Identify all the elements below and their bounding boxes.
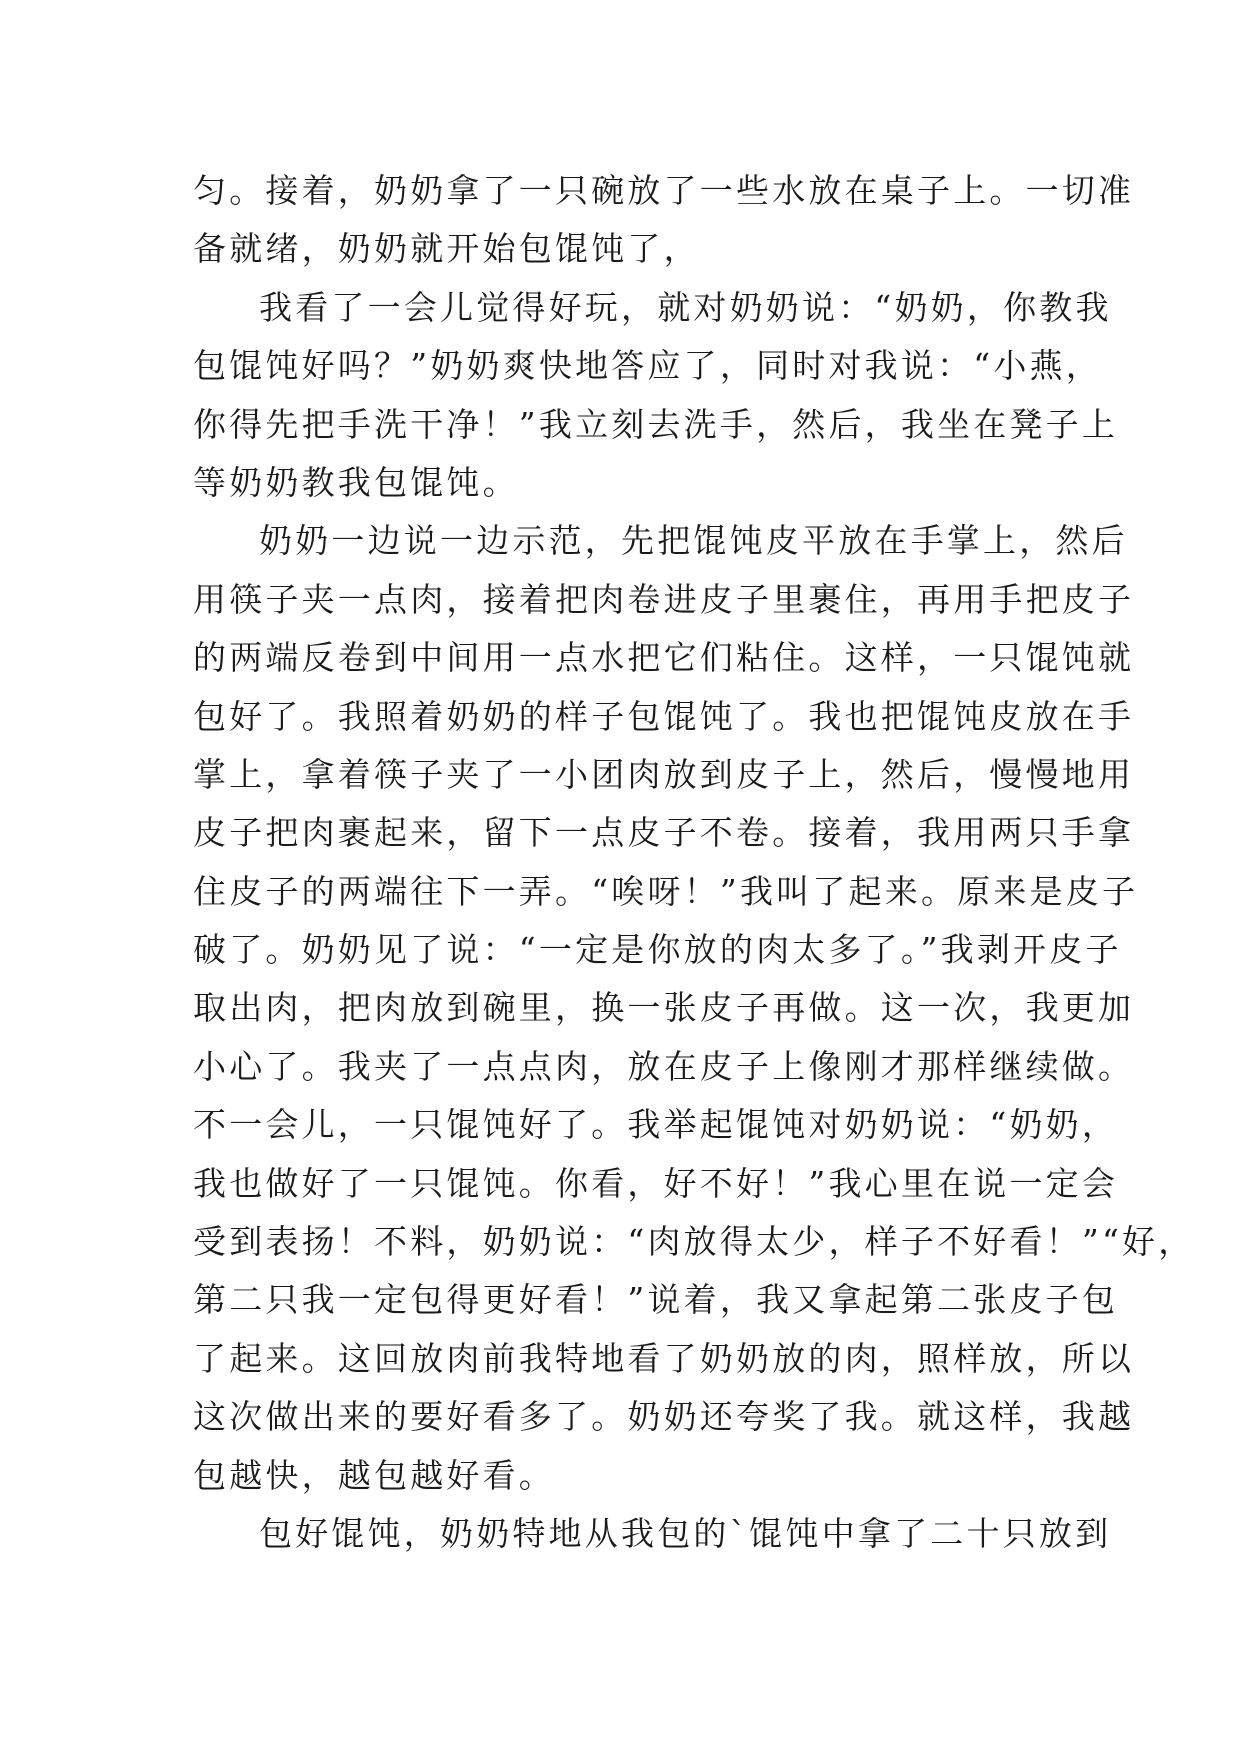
paragraph-first-line: 奶奶一边说一边示范，先把馄饨皮平放在手掌上，然后	[259, 521, 1128, 561]
text-line: 第二只我一定包得更好看！”说着，我又拿起第二张皮子包	[193, 1280, 1119, 1320]
text-line: 了起来。这回放肉前我特地看了奶奶放的肉，照样放，所以	[193, 1338, 1135, 1378]
text-line: 匀。接着，奶奶拿了一只碗放了一些水放在桌子上。一切准	[193, 171, 1135, 210]
text-line: 受到表扬！不料，奶奶说：“肉放得太少，样子不好看！”“好，	[193, 1222, 1195, 1262]
text-line: 备就绪，奶奶就开始包馄饨了，	[193, 229, 700, 269]
text-line: 等奶奶教我包馄饨。	[193, 462, 519, 502]
text-line: 皮子把肉裹起来，留下一点皮子不卷。接着，我用两只手拿	[193, 813, 1135, 853]
text-line: 包馄饨好吗？”奶奶爽快地答应了，同时对我说：“小燕，	[193, 346, 1102, 386]
paragraph-first-line: 我看了一会儿觉得好玩，就对奶奶说：“奶奶，你教我	[259, 287, 1112, 327]
text-line: 包好了。我照着奶奶的样子包馄饨了。我也把馄饨皮放在手	[193, 696, 1135, 736]
text-line: 你得先把手洗干净！”我立刻去洗手，然后，我坐在凳子上	[193, 404, 1119, 444]
text-line: 包越快，越包越好看。	[193, 1455, 555, 1495]
text-line: 破了。奶奶见了说：“一定是你放的肉太多了。”我剥开皮子	[193, 930, 1122, 970]
text-line: 我也做好了一只馄饨。你看，好不好！”我心里在说一定会	[193, 1163, 1119, 1203]
text-line: 小心了。我夹了一点点肉，放在皮子上像刚才那样继续做。	[193, 1046, 1135, 1086]
document-text	[193, 162, 1195, 1563]
text-line: 不一会儿，一只馄饨好了。我举起馄饨对奶奶说：“奶奶，	[193, 1105, 1119, 1145]
text-line: 的两端反卷到中间用一点水把它们粘住。这样，一只馄饨就	[193, 638, 1135, 678]
text-line: 掌上，拿着筷子夹了一小团肉放到皮子上，然后，慢慢地用	[193, 754, 1135, 794]
text-line: 取出肉，把肉放到碗里，换一张皮子再做。这一次，我更加	[193, 988, 1135, 1028]
text-line: 用筷子夹一点肉，接着把肉卷进皮子里裹住，再用手把皮子	[193, 579, 1135, 619]
text-line: 这次做出来的要好看多了。奶奶还夸奖了我。就这样，我越	[193, 1397, 1135, 1437]
text-line: 住皮子的两端往下一弄。“唉呀！”我叫了起来。原来是皮子	[193, 871, 1139, 911]
paragraph-first-line: 包好馄饨，奶奶特地从我包的`馄饨中拿了二十只放到	[259, 1513, 1112, 1553]
